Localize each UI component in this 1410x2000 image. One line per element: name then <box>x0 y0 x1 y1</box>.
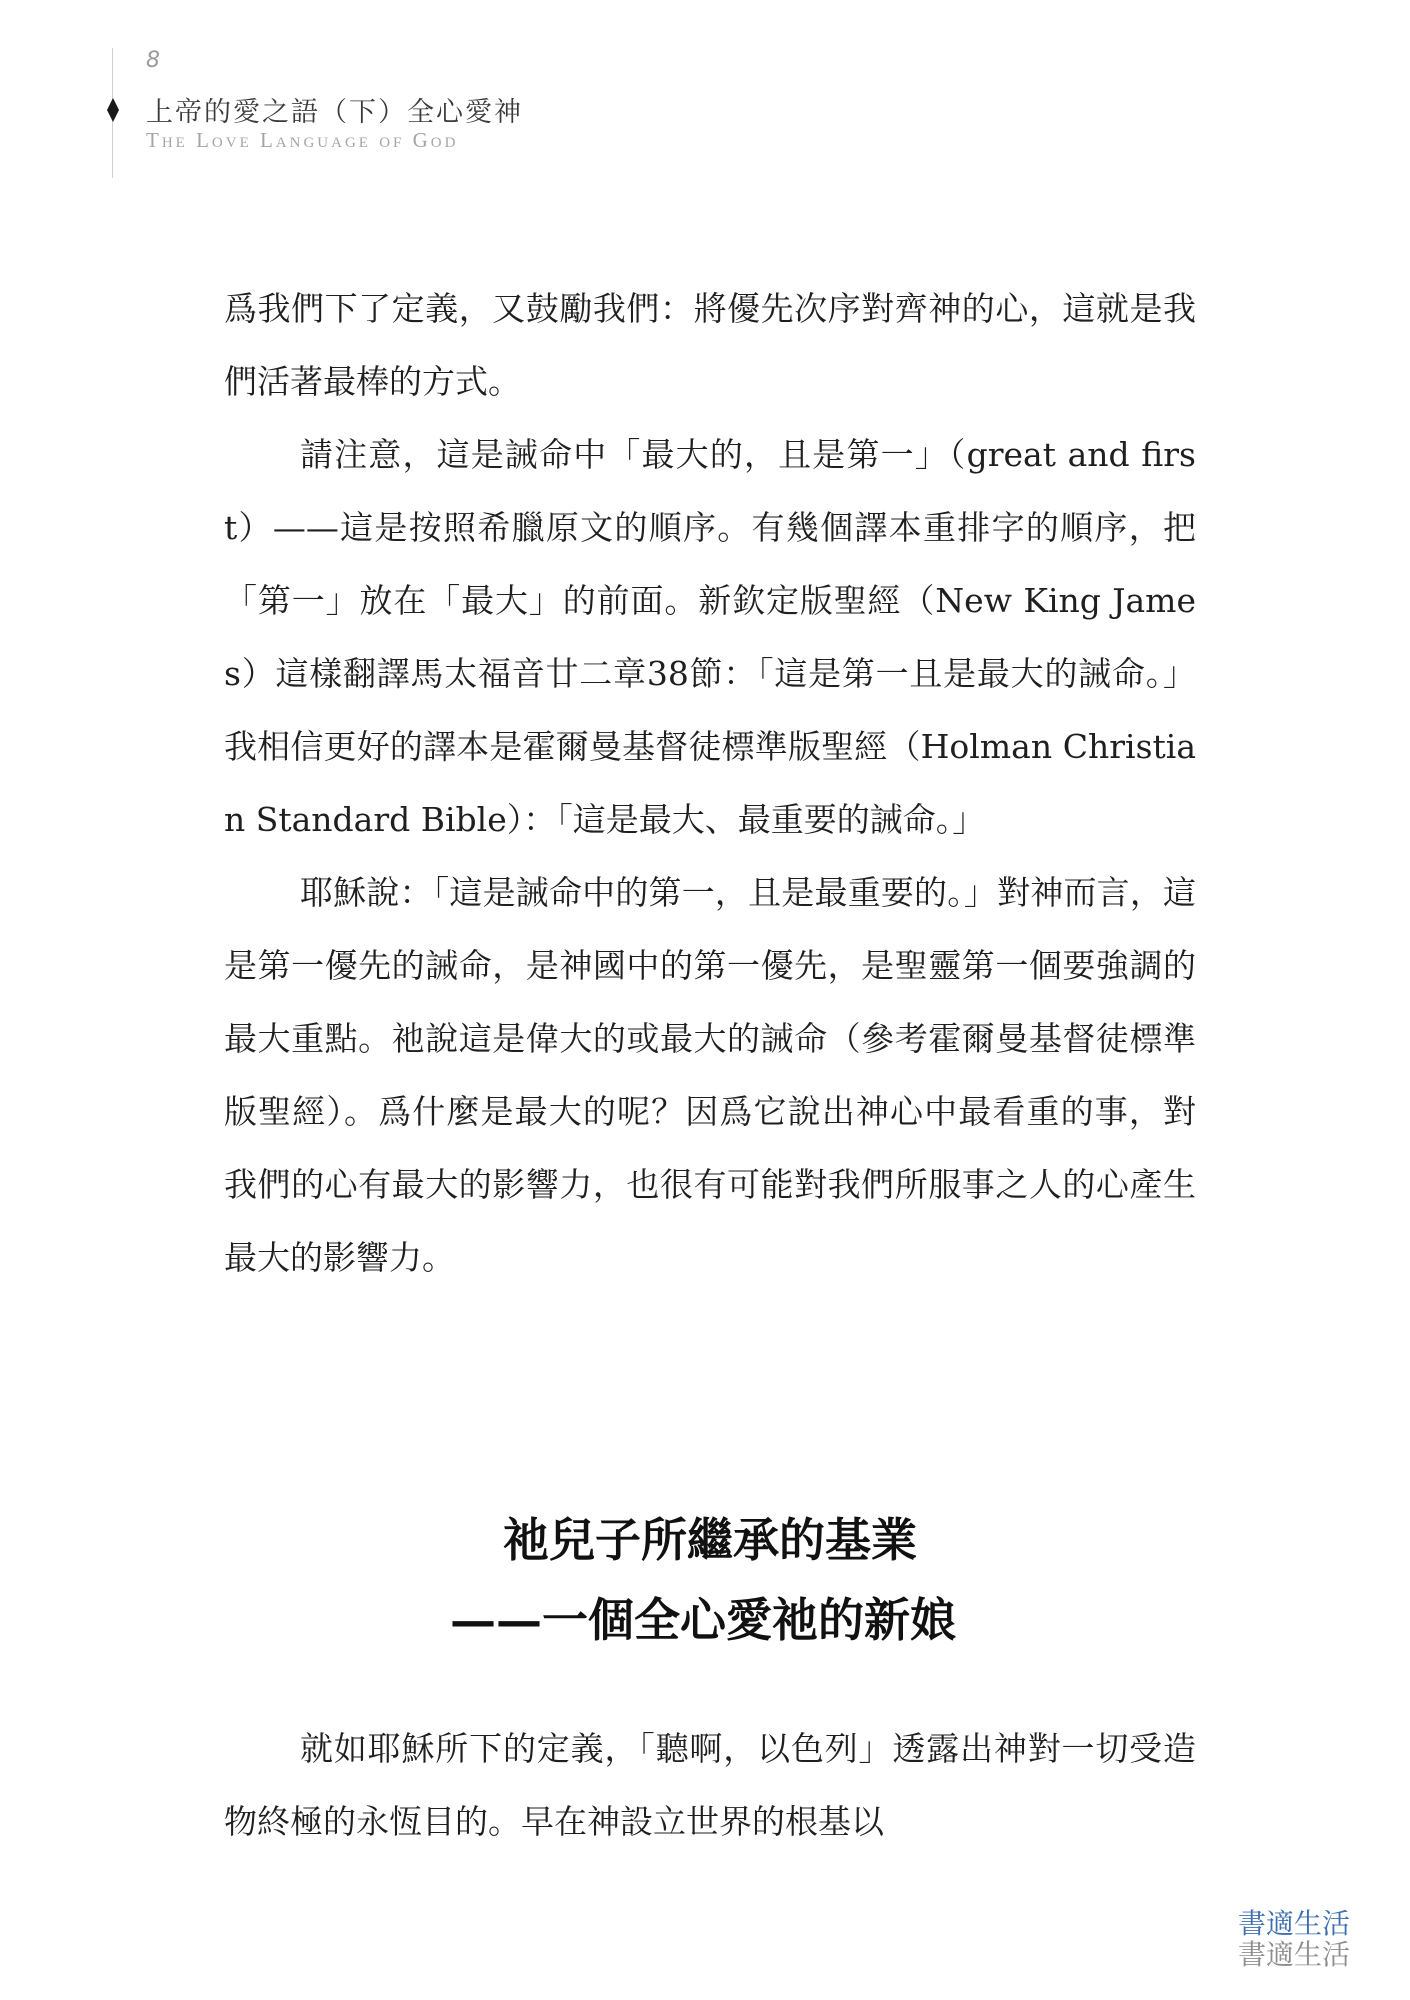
paragraph: 爲我們下了定義，又鼓勵我們：將優先次序對齊神的心，這就是我們活著最棒的方式。 <box>224 289 1196 401</box>
publisher-watermark <box>1238 1908 1350 1970</box>
section-heading-line-1: 祂兒子所繼承的基業 <box>503 1513 917 1567</box>
section-heading <box>224 1500 1196 1660</box>
watermark-line-1: 書適生活 <box>1237 1907 1350 1940</box>
watermark-line-2: 書適生活 <box>1237 1938 1350 1971</box>
body-text-top <box>224 272 1196 1294</box>
book-subtitle: The Love Language of God <box>146 128 459 152</box>
paragraph: 就如耶穌所下的定義，「聽啊，以色列」透露出神對一切受造物終極的永恆目的。早在神設立世界的根基以 <box>224 1729 1196 1841</box>
paragraph: 耶穌說：「這是誡命中的第一，且是最重要的。」對神而言，這是第一優先的誡命，是神國中的第一優先，是聖靈第一個要強調的最大重點。祂說這是偉大的或最大的誡命（參考霍爾曼基督徒標準版聖經）。爲什麼是最大的呢？因爲它說出神心中最看重的事，對我們的心有最大的影響力，也很有可能對我們所服事之人的心產生最大的影響力。 <box>224 873 1196 1277</box>
running-header <box>104 48 604 188</box>
section-heading-line-2: ——一個全心愛祂的新娘 <box>450 1593 956 1647</box>
body-text-bottom <box>224 1712 1196 1858</box>
diamond-ornament-icon <box>104 98 121 122</box>
book-title: 上帝的愛之語（下）全心愛神 <box>146 97 523 128</box>
page-number: 8 <box>146 48 160 73</box>
paragraph: 請注意，這是誡命中「最大的，且是第一」（great and first）——這是按照希臘原文的順序。有幾個譯本重排字的順序，把「第一」放在「最大」的前面。新欽定版聖經（New King James）這樣翻譯馬太福音廿二章38節：「這是第一且是最大的誡命。」我相信更好的譯本是霍爾曼基督徒標準版聖經（Holman Christian Standard Bible）：「這是最大、最重要的誡命。」 <box>224 435 1196 839</box>
